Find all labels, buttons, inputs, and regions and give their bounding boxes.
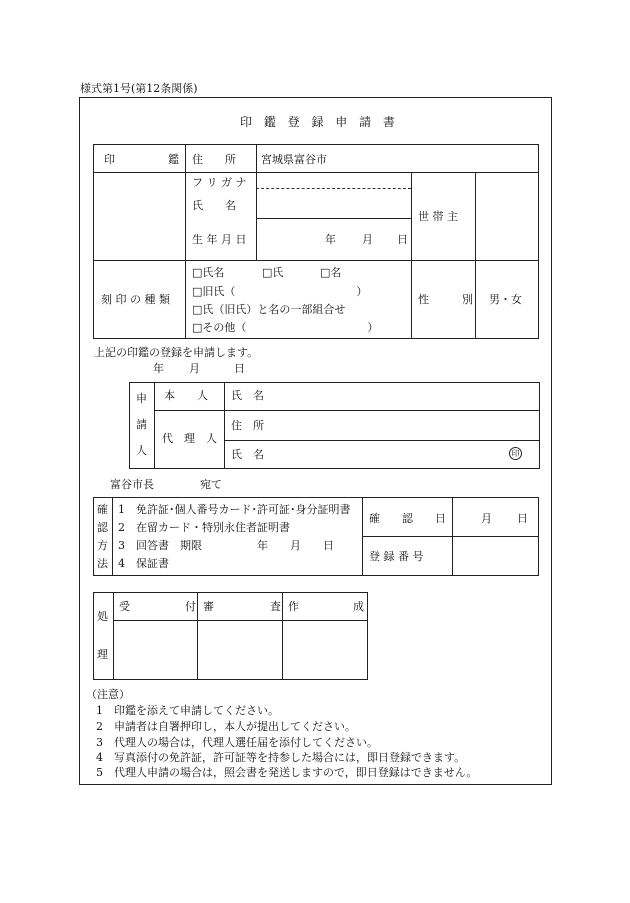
engraving-option-given-name[interactable]: □名 [320,266,342,279]
agent-name-field[interactable] [270,442,500,468]
note-item-5: 5 代理人申請の場合は，照会書を発送しますので，即日登録はできません。 [96,766,478,779]
notes-heading: （注意） [86,688,130,701]
self-name-label: 氏 名 [231,389,264,402]
sex-label: 性 別 [418,293,473,306]
engraving-option-combination[interactable]: □氏（旧氏）と名の一部組合せ [192,303,346,316]
agent-label: 代 理 人 [162,432,217,445]
birthdate-year: 年 [325,233,336,246]
engraving-option-former-surname[interactable]: □旧氏（ ） [192,285,368,298]
received-label-2: 付 [185,600,196,613]
furigana-field[interactable] [258,174,410,187]
self-label: 本 人 [164,389,208,402]
applicant-char-2: 請 [136,418,147,431]
address-value: 宮城県富谷市 [261,153,327,166]
method-char-4: 法 [97,557,108,570]
agent-name-label: 氏 名 [231,448,264,461]
create-label-1: 作 [288,600,299,613]
engraving-option-other[interactable]: □その他（ ） [192,321,379,334]
application-statement: 上記の印鑑の登録を申請します。 [94,346,259,359]
addressee: 富谷市長 [110,478,154,491]
method-2[interactable]: 2 在留カード・特別永住者証明書 [118,521,290,534]
name-field[interactable] [258,190,410,217]
applicant-char-3: 人 [136,444,147,457]
furigana-label: フ リ ガ ナ [192,176,247,189]
household-head-field[interactable] [477,174,538,259]
method-char-1: 確 [97,503,108,516]
address-label: 住 所 [192,153,236,166]
received-label-1: 受 [119,600,130,613]
method-char-3: 方 [97,539,108,552]
seal-label-2: 鑑 [168,153,179,166]
application-date-year: 年 [153,362,164,375]
form-title: 印 鑑 登 録 申 請 書 [240,115,399,129]
birthdate-month: 月 [362,233,373,246]
household-head-label: 世 帯 主 [418,210,458,223]
review-label-1: 審 [203,600,214,613]
registration-number-field[interactable] [454,538,538,575]
create-label-2: 成 [353,600,364,613]
applicant-char-1: 申 [136,392,147,405]
birthdate-day: 日 [397,233,408,246]
sex-value[interactable]: 男・女 [489,293,522,306]
confirm-month: 月 [481,512,492,525]
name-label: 氏 名 [192,199,236,212]
application-date-day: 日 [234,362,245,375]
self-name-field[interactable] [270,384,538,409]
addressee-suffix: 宛て [200,478,222,491]
agent-address-label: 住 所 [231,419,264,432]
review-label-2: 査 [270,600,281,613]
note-item-1: 1 印鑑を添えて申請してください。 [96,704,279,717]
method-char-2: 認 [97,521,108,534]
confirm-date-label: 確 認 日 [369,512,446,525]
note-item-4: 4 写真添付の免許証，許可証等を持参した場合には，即日登録できます。 [96,751,466,764]
registration-number-label: 登 録 番 号 [369,550,424,563]
birthdate-label: 生 年 月 日 [192,233,247,246]
form-number: 様式第1号(第12条関係) [80,82,198,95]
method-1[interactable]: 1 免許証･個人番号カード･許可証･身分証明書 [118,503,351,516]
agent-address-field[interactable] [270,412,538,439]
engraving-option-surname[interactable]: □氏 [262,266,284,279]
seal-mark-icon: 印 [509,447,522,460]
engraving-label: 刻 印 の 種 類 [101,293,170,306]
processing-char-2: 理 [97,648,108,661]
application-date-month: 月 [189,362,200,375]
engraving-option-name[interactable]: □氏名 [192,266,225,279]
processing-char-1: 処 [97,610,108,623]
method-3[interactable]: 3 回答書 期限 年 月 日 [118,539,334,552]
note-item-3: 3 代理人の場合は，代理人選任届を添付してください。 [96,736,378,749]
note-item-2: 2 申請者は自署押印し，本人が提出してください。 [96,720,356,733]
confirm-day: 日 [517,512,528,525]
method-4[interactable]: 4 保証書 [118,557,169,570]
seal-label-1: 印 [104,153,115,166]
